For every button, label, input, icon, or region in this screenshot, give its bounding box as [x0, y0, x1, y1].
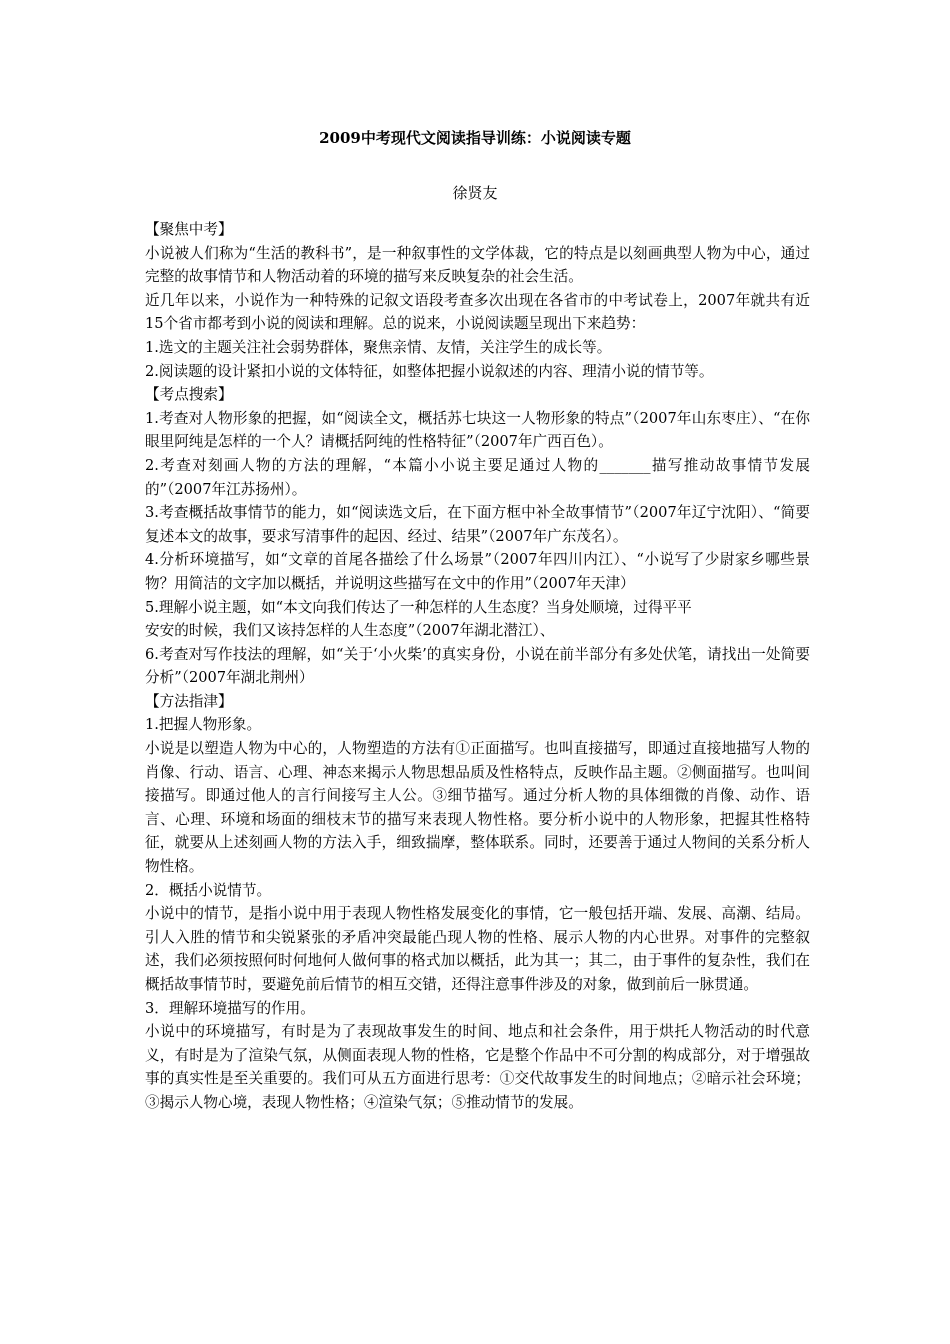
- section-heading-focus: 【聚焦中考】: [145, 221, 233, 238]
- list-item: 3.考查概括故事情节的能力，如“阅读选文后，在下面方框中补全故事情节”（2007年辽宁沈阳）、“简要复述本文的故事，要求写清事件的起因、经过、结果”（2007年广东茂名）。: [145, 504, 810, 545]
- list-item: 1.选文的主题关注社会弱势群体，聚焦亲情、友情，关注学生的成长等。: [145, 338, 612, 356]
- section-heading-methods: 【方法指津】: [145, 692, 233, 710]
- list-item: 4.分析环境描写，如“文章的首尾各描绘了什么场景”（2007年四川内江）、“小说写了少尉家乡哪些景物？用简洁的文字加以概括，并说明这些描写在文中的作用”（2007年天津）: [145, 551, 810, 592]
- paragraph: 小说被人们称为“生活的教科书”，是一种叙事性的文学体裁，它的特点是以刻画典型人物为中心，通过完整的故事情节和人物活动着的环境的描写来反映复杂的社会生活。: [145, 244, 810, 286]
- document-title: 2009中考现代文阅读指导训练：小说阅读专题: [319, 129, 631, 147]
- paragraph: 小说是以塑造人物为中心的，人物塑造的方法有①正面描写。也叫直接描写，即通过直接地描写人物的肖像、行动、语言、心理、神态来揭示人物思想品质及性格特点，反映作品主题。②侧面描写。也叫间接描写。即通过他人的言行间接写主人公。③细节描写。通过分析人物的具体细微的肖像、动作、语言、心理、环境和场面的细枝末节的描写来表现人物性格。要分析小说中的人物形象，把握其性格特征，就要从上述刻画人物的方法入手，细致揣摩，整体联系。同时，还要善于通过人物间的关系分析人物性格。: [145, 740, 810, 876]
- subheading: 3．理解环境描写的作用。: [145, 999, 315, 1017]
- list-item-continuation: 安安的时候，我们又该持怎样的人生态度”（2007年湖北潜江）、: [145, 622, 555, 640]
- paragraph: 小说中的环境描写，有时是为了表现故事发生的时间、地点和社会条件，用于烘托人物活动的时代意义，有时是为了渲染气氛，从侧面表现人物的性格，它是整个作品中不可分割的构成部分，对于增强故事的真实性是至关重要的。我们可从五方面进行思考：①交代故事发生的时间地点；②暗示社会环境；③揭示人物心境，表现人物性格；④渲染气氛；⑤推动情节的发展。: [145, 1023, 810, 1111]
- document-author: 徐贤友: [452, 184, 498, 202]
- paragraph: 近几年以来，小说作为一种特殊的记叙文语段考查多次出现在各省市的中考试卷上，2007年就共有近15个省市都考到小说的阅读和理解。总的说来，小说阅读题呈现出下来趋势：: [145, 291, 810, 333]
- subheading: 2．概括小说情节。: [145, 881, 272, 899]
- list-item: 6.考查对写作技法的理解，如“关于‘小火柴’的真实身份，小说在前半部分有多处伏笔，请找出一处简要分析”（2007年湖北荆州）: [145, 645, 810, 687]
- list-item: 2.阅读题的设计紧扣小说的文体特征，如整体把握小说叙述的内容、理清小说的情节等。: [145, 362, 714, 380]
- subheading: 1.把握人物形象。: [145, 716, 262, 734]
- section-heading-exam-points: 【考点搜索】: [145, 386, 233, 404]
- list-item: 2.考查对刻画人物的方法的理解，“本篇小小说主要足通过人物的_______描写推动故事情节发展的”（2007年江苏扬州）。: [145, 456, 810, 498]
- list-item: 5.理解小说主题，如“本文向我们传达了一种怎样的人生态度？当身处顺境，过得平平: [145, 598, 692, 616]
- document-body: [145, 218, 810, 1115]
- list-item: 1.考查对人物形象的把握，如“阅读全文，概括苏七块这一人物形象的特点”（2007年山东枣庄）、“在你眼里阿纯是怎样的一个人？请概括阿纯的性格特征”（2007年广西百色）。: [145, 409, 810, 451]
- paragraph: 小说中的情节，是指小说中用于表现人物性格发展变化的事情，它一般包括开端、发展、高潮、结局。引人入胜的情节和尖锐紧张的矛盾冲突最能凸现人物的性格、展示人物的内心世界。对事件的完整叙述，我们必须按照何时何地何人做何事的格式加以概括，此为其一；其二，由于事件的复杂性，我们在概括故事情节时，要避免前后情节的相互交错，还得注意事件涉及的对象，做到前后一脉贯通。: [145, 905, 810, 993]
